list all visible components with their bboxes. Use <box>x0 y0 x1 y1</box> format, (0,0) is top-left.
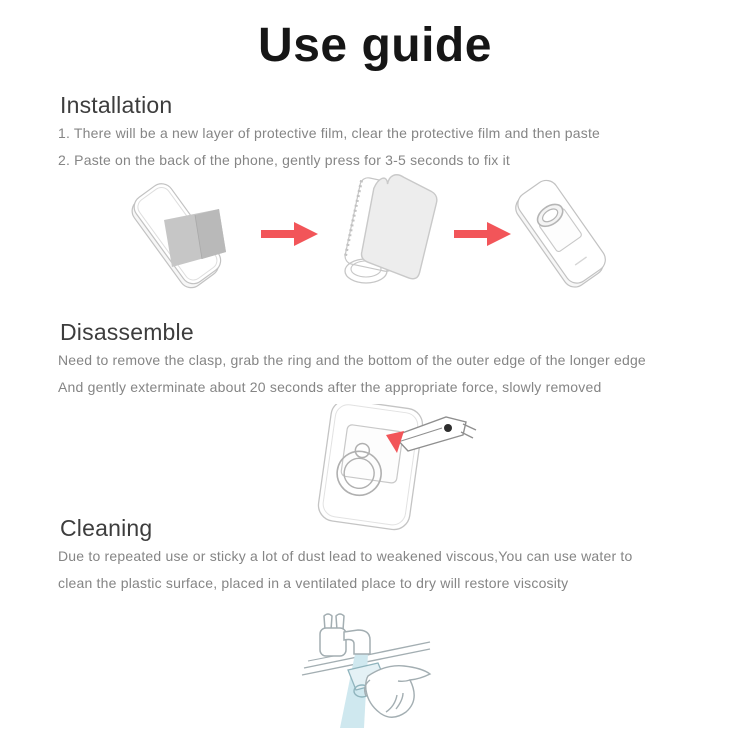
disassemble-heading: Disassemble <box>60 319 194 345</box>
phone-with-ring-holder-icon <box>506 170 620 294</box>
installation-step-2: 2. Paste on the back of the phone, gently press for 3-5 seconds to fix it <box>58 152 510 168</box>
cleaning-line-1: Due to repeated use or sticky a lot of dust lead to weakened viscous,You can use water to <box>58 548 633 564</box>
phone-with-protective-film-icon <box>126 178 228 290</box>
installation-heading: Installation <box>60 92 173 118</box>
rinse-under-faucet-icon <box>298 606 438 746</box>
disassemble-line-2: And gently exterminate about 20 seconds after the appropriate force, slowly removed <box>58 379 602 395</box>
cleaning-heading: Cleaning <box>60 515 153 541</box>
peel-protective-film-icon <box>338 172 448 292</box>
disassemble-line-1: Need to remove the clasp, grab the ring and the bottom of the outer edge of the longer edge <box>58 352 646 368</box>
cleaning-line-2: clean the plastic surface, placed in a ventilated place to dry will restore viscosity <box>58 575 569 591</box>
arrow-right-icon <box>454 221 512 247</box>
page-title: Use guide <box>258 19 492 72</box>
installation-step-1: 1. There will be a new layer of protective film, clear the protective film and then paste <box>58 125 601 141</box>
pry-ring-holder-with-knife-icon <box>296 404 478 536</box>
arrow-right-icon <box>261 221 319 247</box>
